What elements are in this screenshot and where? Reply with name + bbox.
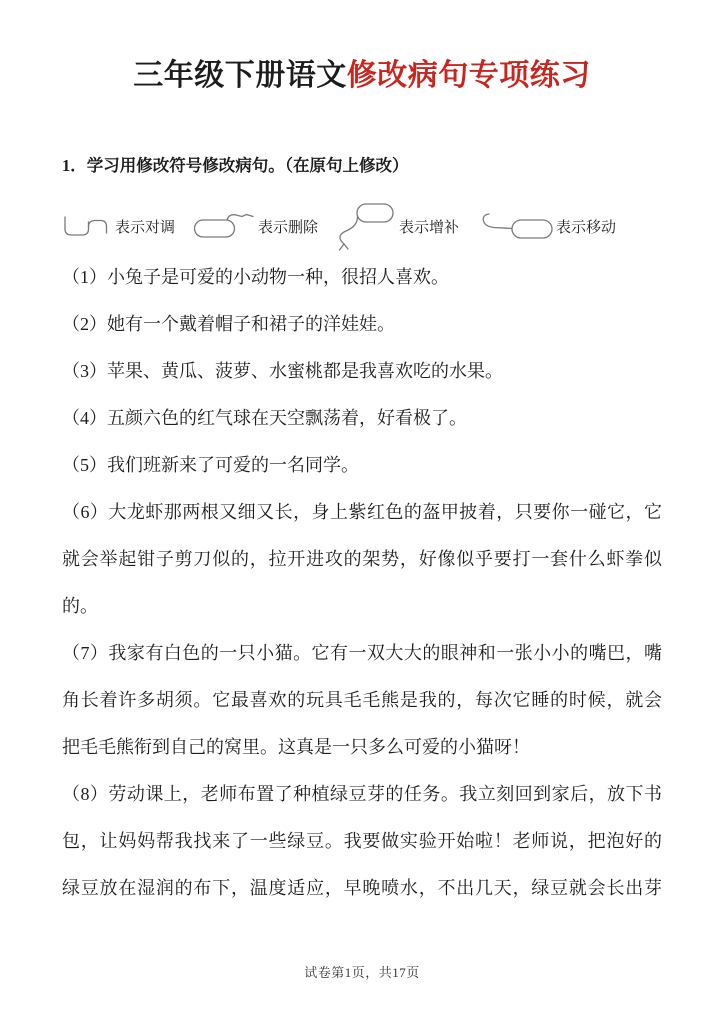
delete-mark-icon [193,212,255,240]
exercise-8-line-2: 包，让妈妈帮我找来了一些绿豆。我要做实验开始啦！老师说，把泡好的 [62,831,662,851]
swap-mark-icon [62,212,112,240]
exercise-8-line-3: 绿豆放在湿润的布下，温度适应，早晚喷水，不出几天，绿豆就会长出芽 [62,878,662,898]
move-mark-icon [477,211,553,241]
exercise-6-line-1: （6）大龙虾那两根又细又长，身上紫红色的盔甲披着，只要你一碰它，它 [62,502,662,522]
question-1-heading: 1．学习用修改符号修改病句。（在原句上修改） [62,156,409,175]
exercise-7-line-2: 角长着许多胡须。它最喜欢的玩具毛毛熊是我的，每次它睡的时候，就会 [62,690,662,710]
exercise-6-line-2: 就会举起钳子剪刀似的，拉开进攻的架势，好像似乎要打一套什么虾拳似 [62,549,662,569]
legend-item-delete [193,212,318,240]
exercise-list [62,254,662,912]
exercise-2-line-1: （2）她有一个戴着帽子和裙子的洋娃娃。 [62,314,395,334]
page-title [62,0,662,96]
exercise-7-line-1: （7）我家有白色的一只小猫。它有一双大大的眼神和一张小小的嘴巴，嘴 [62,643,662,663]
exercise-1-line-1: （1）小兔子是可爱的小动物一种，很招人喜欢。 [62,267,449,287]
insert-mark-icon [336,201,396,251]
exercise-4-line-1: （4）五颜六色的红气球在天空飘荡着，好看极了。 [62,408,467,428]
title-highlight: 修改病句专项练习 [346,59,591,92]
legend-item-label: 表示删除 [258,219,319,236]
legend-item-move [477,211,616,241]
legend-item-insert [336,201,459,251]
exercise-5-line-1: （5）我们班新来了可爱的一名同学。 [62,455,359,475]
exercise-7-line-3: 把毛毛熊衔到自己的窝里。这真是一只多么可爱的小猫呀！ [62,737,530,757]
legend-item-label: 表示增补 [399,219,460,236]
legend-item-label: 表示移动 [556,219,617,236]
exercise-6-line-3: 的。 [62,596,98,616]
legend-item-swap [62,212,175,240]
correction-symbols-legend [62,202,662,250]
legend-item-label: 表示对调 [115,219,176,236]
exercise-3-line-1: （3）苹果、黄瓜、菠萝、水蜜桃都是我喜欢吃的水果。 [62,361,503,381]
page-footer: 试卷第1页，共17页 [304,965,420,980]
title-prefix: 三年级下册语文 [133,59,347,92]
exercise-8-line-1: （8）劳动课上，老师布置了种植绿豆芽的任务。我立刻回到家后，放下书 [62,784,662,804]
